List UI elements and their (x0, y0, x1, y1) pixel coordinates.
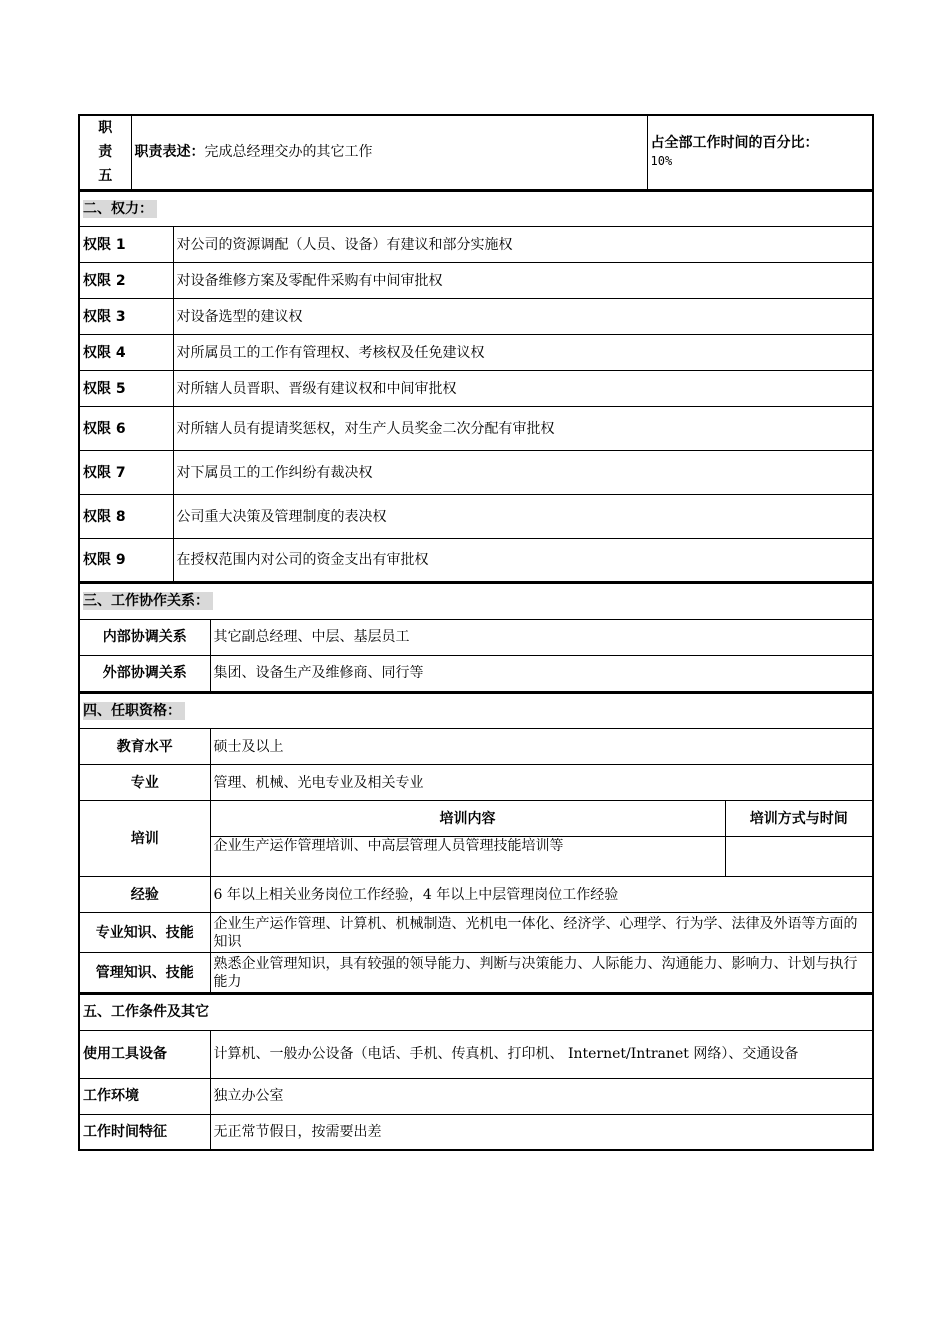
authority-label: 权限 4 (79, 335, 173, 371)
duty-desc-label: 职责表述： (134, 144, 205, 161)
authority-label: 权限 2 (79, 263, 173, 299)
duty-table (78, 114, 874, 190)
training-content-header: 培训内容 (210, 801, 725, 837)
authority-value: 公司重大决策及管理制度的表决权 (173, 495, 873, 539)
environment-label: 工作环境 (79, 1078, 210, 1114)
authority-label: 权限 1 (79, 227, 173, 263)
experience-label: 经验 (79, 877, 210, 913)
work-time-value: 无正常节假日，按需要出差 (210, 1114, 873, 1150)
major-value: 管理、机械、光电专业及相关专业 (210, 765, 873, 801)
authority-label: 权限 5 (79, 371, 173, 407)
authority-value: 对设备维修方案及零配件采购有中间审批权 (173, 263, 873, 299)
professional-skills-value: 企业生产运作管理、计算机、机械制造、光机电一体化、经济学、心理学、行为学、法律及外语等方面的知识 (210, 913, 873, 953)
conditions-table (78, 993, 874, 1151)
duty-time-percentage (647, 115, 873, 189)
pct-label: 占全部工作时间的百分比： (650, 135, 819, 152)
job-description-sheet (78, 114, 872, 1151)
management-skills-value: 熟悉企业管理知识，具有较强的领导能力、判断与决策能力、人际能力、沟通能力、影响力、计划与执行能力 (210, 953, 873, 993)
tools-label: 使用工具设备 (79, 1030, 210, 1078)
internal-relations-value: 其它副总经理、中层、基层员工 (210, 619, 873, 655)
authority-label: 权限 3 (79, 299, 173, 335)
management-skills-label: 管理知识、技能 (79, 953, 210, 993)
pct-value: 10% (650, 154, 673, 169)
authority-label: 权限 6 (79, 407, 173, 451)
relations-table (78, 582, 874, 692)
authority-value: 对设备选型的建议权 (173, 299, 873, 335)
authority-label: 权限 9 (79, 539, 173, 582)
tools-value: 计算机、一般办公设备（电话、手机、传真机、打印机、 Internet/Intranet 网络）、交通设备 (210, 1030, 873, 1078)
education-label: 教育水平 (79, 729, 210, 765)
qualifications-table (78, 692, 874, 994)
professional-skills-label: 专业知识、技能 (79, 913, 210, 953)
authority-label: 权限 7 (79, 451, 173, 495)
external-relations-label: 外部协调关系 (79, 655, 210, 691)
internal-relations-label: 内部协调关系 (79, 619, 210, 655)
training-method-value (725, 837, 873, 877)
section-title-conditions: 五、工作条件及其它 (79, 994, 873, 1030)
training-label: 培训 (79, 801, 210, 877)
training-content-value: 企业生产运作管理培训、中高层管理人员管理技能培训等 (210, 837, 725, 877)
environment-value: 独立办公室 (210, 1078, 873, 1114)
education-value: 硕士及以上 (210, 729, 873, 765)
section-title-relations: 三、工作协作关系： (79, 583, 873, 619)
work-time-label: 工作时间特征 (79, 1114, 210, 1150)
section-title-authority: 二、权力： (79, 191, 873, 227)
major-label: 专业 (79, 765, 210, 801)
section-title-qualifications: 四、任职资格： (79, 693, 873, 729)
duty-number-label: 职 责 五 (79, 115, 131, 189)
authority-value: 在授权范围内对公司的资金支出有审批权 (173, 539, 873, 582)
authority-value: 对所辖人员晋职、晋级有建议权和中间审批权 (173, 371, 873, 407)
authority-label: 权限 8 (79, 495, 173, 539)
authority-value: 对所辖人员有提请奖惩权，对生产人员奖金二次分配有审批权 (173, 407, 873, 451)
duty-desc-text: 完成总经理交办的其它工作 (204, 144, 373, 161)
duty-description (131, 115, 647, 189)
experience-value: 6 年以上相关业务岗位工作经验，4 年以上中层管理岗位工作经验 (210, 877, 873, 913)
training-method-header: 培训方式与时间 (725, 801, 873, 837)
authority-table (78, 190, 874, 583)
external-relations-value: 集团、设备生产及维修商、同行等 (210, 655, 873, 691)
authority-value: 对公司的资源调配（人员、设备）有建议和部分实施权 (173, 227, 873, 263)
authority-value: 对所属员工的工作有管理权、考核权及任免建议权 (173, 335, 873, 371)
authority-value: 对下属员工的工作纠纷有裁决权 (173, 451, 873, 495)
